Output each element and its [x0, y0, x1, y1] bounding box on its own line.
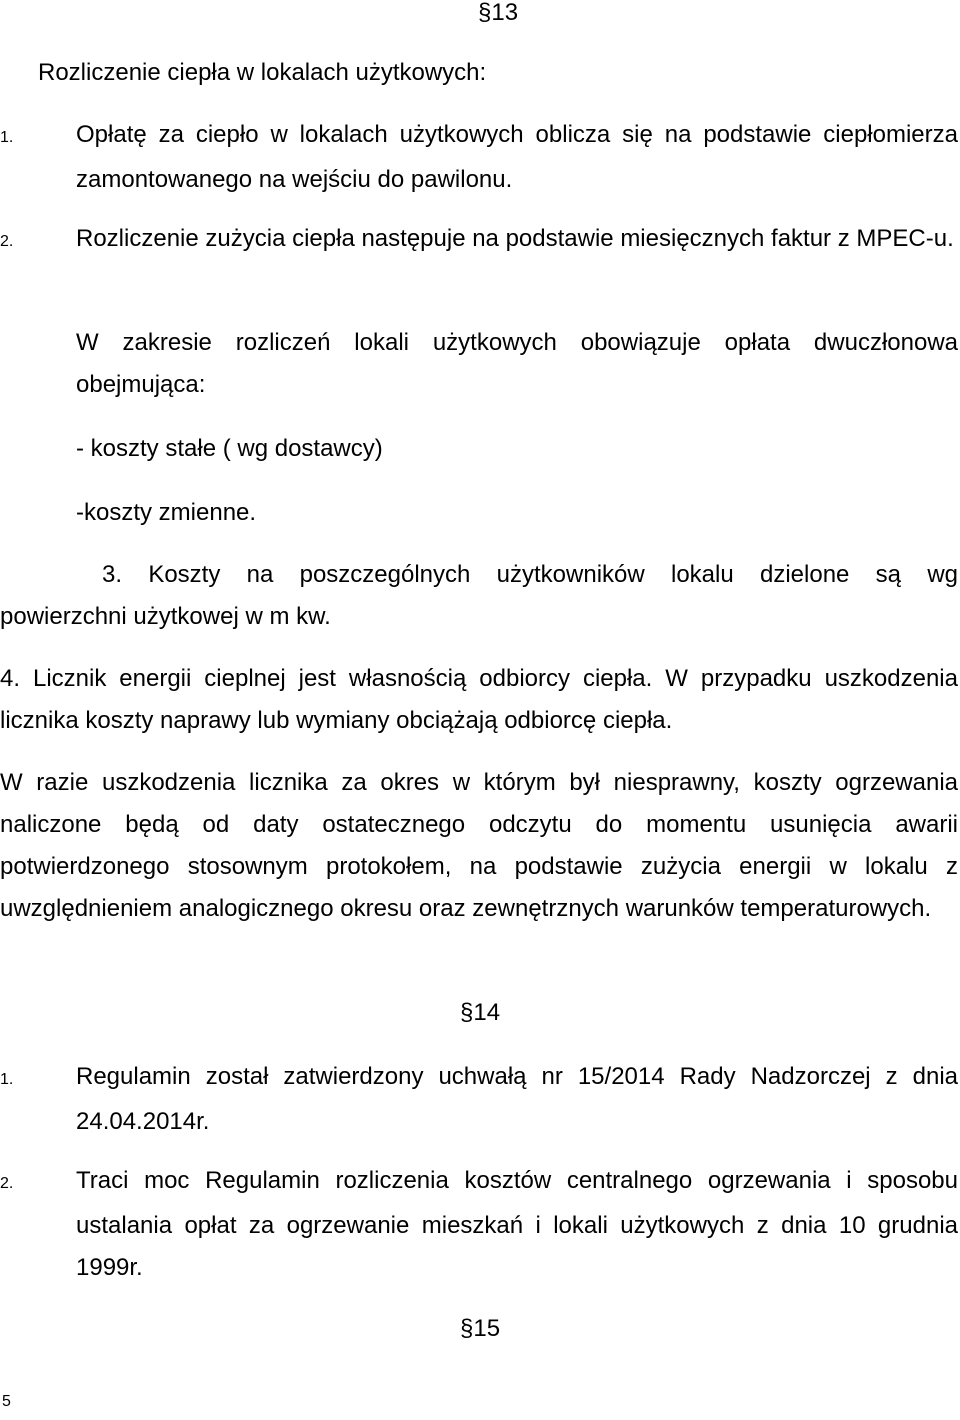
item-text-first: Koszty na poszczególnych użytkowników lokalu dzielone są wg [148, 561, 958, 588]
item-number: 2. [0, 1175, 14, 1192]
section-13-intro: Rozliczenie ciepła w lokalach użytkowych: [38, 59, 487, 86]
item-text: Rozliczenie zużycia ciepła następuje na podstawie miesięcznych faktur z MPEC-u. [76, 225, 954, 252]
item-text: Traci moc Regulamin rozliczenia kosztów centralnego ogrzewania i sposobu ustalania opłat za ogrzewanie mieszkań i lokali użytkowych z dnia 10 grudnia 1999r. [76, 1167, 958, 1281]
item-number: 2. [0, 233, 14, 250]
page-number: 5 [2, 1393, 11, 1410]
section-14-header: §14 [460, 999, 501, 1026]
section-13-header: §13 [478, 0, 519, 26]
tariff-intro: W zakresie rozliczeń lokali użytkowych obowiązuje opłata dwuczłonowa obejmująca: [76, 329, 958, 398]
meter-damage-paragraph: W razie uszkodzenia licznika za okres w którym był niesprawny, koszty ogrzewania naliczone będą od daty ostatecznego odczytu do momentu usunięcia awarii potwierdzonego stosownym protokołem, na podstawie zużycia energii w lokalu z uwzględnieniem analogicznego okresu oraz zewnętrznych warunków temperaturowych. [0, 769, 958, 922]
item-number: 3. [102, 561, 123, 588]
section-13-item-3 [0, 554, 958, 638]
section-13-item-2 [0, 218, 958, 263]
section-14-item-2 [0, 1160, 958, 1289]
item-number: 1. [0, 1071, 14, 1088]
section-13-item-1 [0, 114, 958, 201]
variable-costs-item: -koszty zmienne. [76, 499, 257, 526]
item-text: Regulamin został zatwierdzony uchwałą nr 15/2014 Rady Nadzorczej z dnia 24.04.2014r. [76, 1063, 958, 1135]
section-14-item-1 [0, 1056, 958, 1143]
fixed-costs-item: - koszty stałe ( wg dostawcy) [76, 435, 383, 462]
section-15-header: §15 [460, 1315, 501, 1342]
item-text-second: powierzchni użytkowej w m kw. [0, 603, 331, 630]
item-text: Opłatę za ciepło w lokalach użytkowych oblicza się na podstawie ciepłomierza zamontowanego na wejściu do pawilonu. [76, 121, 958, 193]
item-number: 1. [0, 129, 14, 146]
section-13-item-4: 4. Licznik energii cieplnej jest własnością odbiorcy ciepła. W przypadku uszkodzenia licznika koszty naprawy lub wymiany obciążają odbiorcę ciepła. [0, 665, 958, 734]
